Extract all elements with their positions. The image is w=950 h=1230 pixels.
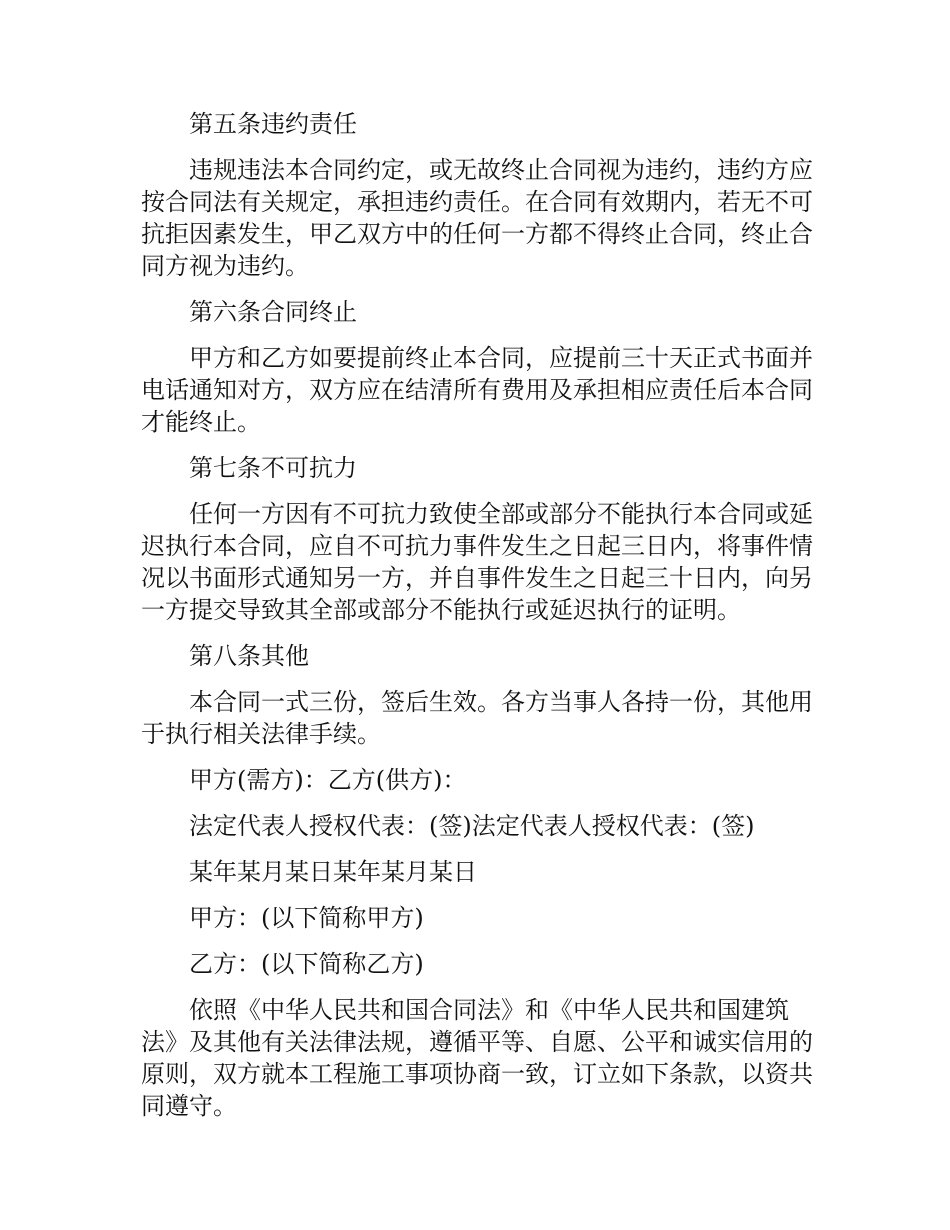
paragraph-breach-liability: 违规违法本合同约定，或无故终止合同视为违约，违约方应按合同法有关规定，承担违约责任。在合同有效期内，若无不可抗拒因素发生，甲乙双方中的任何一方都不得终止合同，终止合同方视为违约。 [141,156,813,280]
paragraph-contract-termination: 甲方和乙方如要提前终止本合同，应提前三十天正式书面并电话通知对方，双方应在结清所有费用及承担相应责任后本合同才能终止。 [141,344,813,436]
signature-parties-line: 甲方(需方)：乙方(供方)： [189,766,467,794]
signature-date-line: 某年某月某日某年某月某日 [189,858,477,886]
signature-representatives-line: 法定代表人授权代表：(签)法定代表人授权代表：(签) [189,812,755,840]
paragraph-other-terms: 本合同一式三份，签后生效。各方当事人各持一份，其他用于执行相关法律手续。 [141,688,813,748]
heading-article-6: 第六条合同终止 [189,298,357,326]
paragraph-legal-basis: 依照《中华人民共和国合同法》和《中华人民共和国建筑法》及其他有关法律法规，遵循平等、自愿、公平和诚实信用的原则，双方就本工程施工事项协商一致，订立如下条款，以资共同遵守。 [141,996,813,1120]
party-a-line: 甲方：(以下简称甲方) [189,904,424,932]
heading-article-7: 第七条不可抗力 [189,454,357,482]
paragraph-force-majeure: 任何一方因有不可抗力致使全部或部分不能执行本合同或延迟执行本合同，应自不可抗力事件发生之日起三日内，将事件情况以书面形式通知另一方，并自事件发生之日起三十日内，向另一方提交导致其全部或部分不能执行或延迟执行的证明。 [141,500,813,624]
heading-article-5: 第五条违约责任 [189,110,357,138]
heading-article-8: 第八条其他 [189,642,309,670]
party-b-line: 乙方：(以下简称乙方) [189,950,424,978]
document-body [141,108,813,1136]
